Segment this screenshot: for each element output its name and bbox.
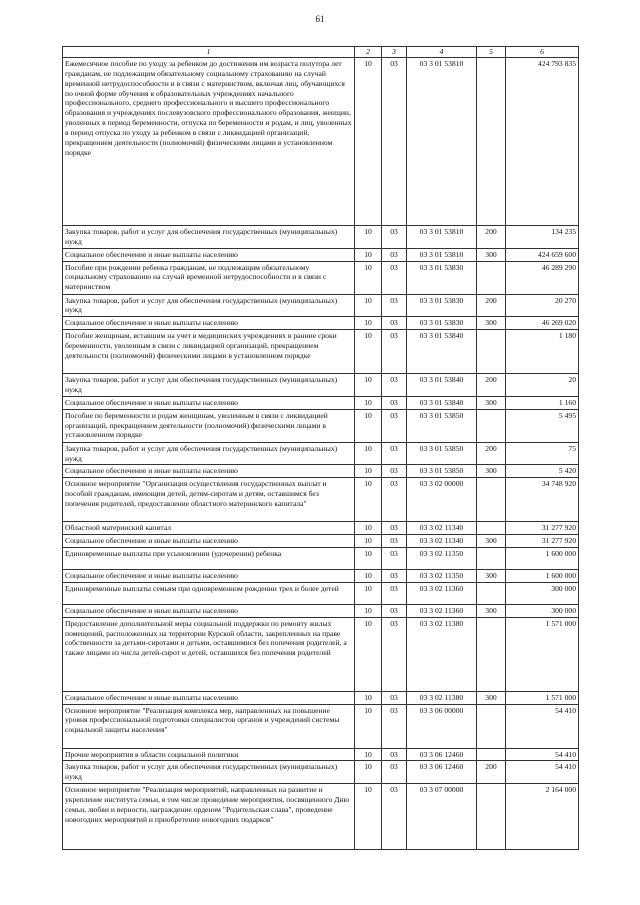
cell-target-article: 03 3 02 00000 [407, 478, 477, 522]
cell-name: Предоставление дополнительной меры социальной поддержки по ремонту жилых помещений, расположенных на территории Курской области, закрепленных на праве собственности за детьми-сиротами и детьми, оставшимися без попечения родителей, а также лицами из числа детей-сирот и детей, оставшихся без попечения родителей [63, 617, 355, 691]
table-row [63, 522, 579, 535]
cell-section: 10 [355, 761, 382, 784]
cell-target-article: 03 3 06 12460 [407, 748, 477, 761]
cell-target-article: 03 3 07 00000 [407, 784, 477, 850]
cell-amount: 75 [506, 442, 579, 465]
cell-amount: 1 160 [506, 396, 579, 409]
table-row [63, 442, 579, 465]
page-number: 61 [315, 14, 325, 24]
table-row [63, 535, 579, 548]
cell-name: Закупка товаров, работ и услуг для обеспечения государственных (муниципальных) нужд [63, 442, 355, 465]
table-row [63, 226, 579, 249]
cell-amount: 424 659 600 [506, 248, 579, 261]
cell-amount: 1 571 000 [506, 617, 579, 691]
table-row [63, 617, 579, 691]
cell-target-article: 03 3 02 11340 [407, 535, 477, 548]
header-col-2: 2 [355, 47, 382, 58]
cell-section: 10 [355, 248, 382, 261]
cell-target-article: 03 3 01 53840 [407, 330, 477, 374]
cell-expense-type [477, 704, 506, 748]
cell-name: Основное мероприятие "Организация осуществления государственных выплат и пособий гражданам, имеющим детей, детям-сиротам и детям, оставшимся без попечения родителей, предоставление областного материнского капитала" [63, 478, 355, 522]
cell-name: Закупка товаров, работ и услуг для обеспечения государственных (муниципальных) нужд [63, 374, 355, 397]
cell-subsection: 03 [382, 748, 407, 761]
cell-name: Единовременные выплаты семьям при одновременном рождении трех и более детей [63, 582, 355, 604]
cell-target-article: 03 3 01 53810 [407, 248, 477, 261]
table-row [63, 761, 579, 784]
cell-name: Пособие женщинам, вставшим на учет в медицинских учреждениях в ранние сроки беременности, уволенным в связи с ликвидацией организаций, прекращением деятельности (полномочий) физическими лицами в установленном порядке [63, 330, 355, 374]
cell-target-article: 03 3 01 53840 [407, 374, 477, 397]
cell-section: 10 [355, 317, 382, 330]
cell-expense-type [477, 330, 506, 374]
cell-subsection: 03 [382, 617, 407, 691]
cell-name: Закупка товаров, работ и услуг для обеспечения государственных (муниципальных) нужд [63, 761, 355, 784]
budget-table [62, 46, 579, 850]
cell-section: 10 [355, 330, 382, 374]
cell-section: 10 [355, 374, 382, 397]
cell-target-article: 03 3 01 53850 [407, 409, 477, 442]
cell-section: 10 [355, 58, 382, 226]
table-row [63, 261, 579, 294]
cell-target-article: 03 3 01 53840 [407, 396, 477, 409]
cell-amount: 46 289 290 [506, 261, 579, 294]
cell-target-article: 03 3 02 11350 [407, 548, 477, 570]
cell-expense-type [477, 617, 506, 691]
cell-subsection: 03 [382, 604, 407, 617]
cell-expense-type: 300 [477, 465, 506, 478]
cell-expense-type: 200 [477, 374, 506, 397]
cell-target-article: 03 3 01 53830 [407, 317, 477, 330]
cell-section: 10 [355, 548, 382, 570]
cell-subsection: 03 [382, 442, 407, 465]
table-row [63, 330, 579, 374]
cell-expense-type [477, 522, 506, 535]
cell-name: Единовременные выплаты при усыновлении (удочерении) ребенка [63, 548, 355, 570]
cell-expense-type [477, 582, 506, 604]
cell-subsection: 03 [382, 226, 407, 249]
cell-expense-type: 300 [477, 317, 506, 330]
cell-target-article: 03 3 02 11360 [407, 604, 477, 617]
table-body [63, 58, 579, 850]
cell-target-article: 03 3 02 11380 [407, 691, 477, 704]
cell-amount: 134 235 [506, 226, 579, 249]
cell-subsection: 03 [382, 704, 407, 748]
cell-section: 10 [355, 478, 382, 522]
cell-expense-type [477, 548, 506, 570]
cell-section: 10 [355, 409, 382, 442]
cell-target-article: 03 3 01 53810 [407, 58, 477, 226]
cell-subsection: 03 [382, 582, 407, 604]
cell-amount: 300 000 [506, 582, 579, 604]
cell-amount: 54 410 [506, 704, 579, 748]
table-row [63, 691, 579, 704]
cell-expense-type: 200 [477, 442, 506, 465]
table-row [63, 317, 579, 330]
cell-target-article: 03 3 01 53830 [407, 294, 477, 317]
cell-subsection: 03 [382, 317, 407, 330]
cell-amount: 5 495 [506, 409, 579, 442]
cell-subsection: 03 [382, 58, 407, 226]
cell-expense-type: 300 [477, 604, 506, 617]
cell-expense-type [477, 748, 506, 761]
cell-expense-type: 200 [477, 226, 506, 249]
cell-amount: 1 571 000 [506, 691, 579, 704]
cell-subsection: 03 [382, 294, 407, 317]
cell-name: Прочие мероприятия в области социальной политики [63, 748, 355, 761]
cell-amount: 54 410 [506, 761, 579, 784]
cell-amount: 1 600 000 [506, 548, 579, 570]
table-row [63, 409, 579, 442]
cell-amount: 20 [506, 374, 579, 397]
table-row [63, 548, 579, 570]
cell-expense-type: 300 [477, 396, 506, 409]
cell-subsection: 03 [382, 691, 407, 704]
table-row [63, 58, 579, 226]
cell-name: Социальное обеспечение и иные выплаты населению [63, 248, 355, 261]
cell-subsection: 03 [382, 535, 407, 548]
cell-section: 10 [355, 570, 382, 583]
cell-target-article: 03 3 06 00000 [407, 704, 477, 748]
cell-name: Социальное обеспечение и иные выплаты населению [63, 465, 355, 478]
cell-name: Ежемесячное пособие по уходу за ребенком до достижения им возраста полутора лет гражданам, не подлежащим обязательному социальному страхованию на случай временной нетрудоспособности и в связи с материнством, включая лиц, обучающихся по очной форме обучения в образовательных учреждениях начального профессионального, среднего профессионального и высшего профессионального образования и учреждениях послевузовского профессионального образования, женщин, уволенных в период беременности, отпуска по беременности и родам, и лиц, уволенных в период отпуска по уходу за ребенком в связи с ликвидацией организаций, прекращением деятельности (полномочий) физическими лицами в установленном порядке [63, 58, 355, 226]
cell-target-article: 03 3 06 12460 [407, 761, 477, 784]
cell-expense-type: 300 [477, 691, 506, 704]
cell-subsection: 03 [382, 570, 407, 583]
cell-target-article: 03 3 02 11380 [407, 617, 477, 691]
cell-target-article: 03 3 01 53850 [407, 465, 477, 478]
cell-name: Социальное обеспечение и иные выплаты населению [63, 535, 355, 548]
cell-target-article: 03 3 02 11350 [407, 570, 477, 583]
cell-amount: 46 269 020 [506, 317, 579, 330]
cell-subsection: 03 [382, 248, 407, 261]
table-row [63, 704, 579, 748]
cell-target-article: 03 3 02 11340 [407, 522, 477, 535]
table-row [63, 582, 579, 604]
cell-expense-type: 300 [477, 248, 506, 261]
cell-name: Основное мероприятие "Реализация мероприятий, направленных на развитие и укрепление института семьи, в том числе проведение мероприятия, посвященного Дню семьи, любви и верности, награждение орденом "Родительская слава", проведение новогодних мероприятий и приобретение новогодних подарков" [63, 784, 355, 850]
cell-target-article: 03 3 01 53850 [407, 442, 477, 465]
header-col-5: 5 [477, 47, 506, 58]
cell-section: 10 [355, 748, 382, 761]
cell-section: 10 [355, 261, 382, 294]
cell-subsection: 03 [382, 261, 407, 294]
cell-expense-type [477, 784, 506, 850]
cell-amount: 1 180 [506, 330, 579, 374]
cell-amount: 1 600 000 [506, 570, 579, 583]
header-col-4: 4 [407, 47, 477, 58]
cell-section: 10 [355, 604, 382, 617]
cell-amount: 300 000 [506, 604, 579, 617]
cell-section: 10 [355, 691, 382, 704]
cell-name: Социальное обеспечение и иные выплаты населению [63, 317, 355, 330]
cell-expense-type: 300 [477, 535, 506, 548]
cell-amount: 20 270 [506, 294, 579, 317]
table-row [63, 604, 579, 617]
cell-name: Закупка товаров, работ и услуг для обеспечения государственных (муниципальных) нужд [63, 226, 355, 249]
header-col-6: 6 [506, 47, 579, 58]
cell-amount: 424 793 835 [506, 58, 579, 226]
cell-subsection: 03 [382, 465, 407, 478]
cell-subsection: 03 [382, 522, 407, 535]
cell-expense-type [477, 409, 506, 442]
cell-amount: 34 748 920 [506, 478, 579, 522]
table-row [63, 784, 579, 850]
table-row [63, 748, 579, 761]
table-row [63, 570, 579, 583]
cell-section: 10 [355, 535, 382, 548]
cell-amount: 54 410 [506, 748, 579, 761]
cell-expense-type: 200 [477, 761, 506, 784]
cell-section: 10 [355, 465, 382, 478]
cell-amount: 2 164 000 [506, 784, 579, 850]
table-row [63, 396, 579, 409]
cell-expense-type: 300 [477, 570, 506, 583]
cell-name: Социальное обеспечение и иные выплаты населению [63, 570, 355, 583]
cell-target-article: 03 3 01 53810 [407, 226, 477, 249]
table-row [63, 374, 579, 397]
cell-subsection: 03 [382, 396, 407, 409]
cell-section: 10 [355, 442, 382, 465]
cell-target-article: 03 3 01 53830 [407, 261, 477, 294]
cell-name: Основное мероприятие "Реализация комплекса мер, направленных на повышение уровня профессиональной подготовки специалистов органов и учреждений системы социальной защиты населения" [63, 704, 355, 748]
cell-name: Пособие по беременности и родам женщинам, уволенным в связи с ликвидацией организаций, прекращением деятельности (полномочий) физическими лицами в установленном порядке [63, 409, 355, 442]
cell-subsection: 03 [382, 548, 407, 570]
cell-expense-type: 200 [477, 294, 506, 317]
cell-subsection: 03 [382, 478, 407, 522]
cell-section: 10 [355, 582, 382, 604]
cell-amount: 31 277 920 [506, 522, 579, 535]
cell-subsection: 03 [382, 784, 407, 850]
cell-expense-type [477, 261, 506, 294]
table-row [63, 478, 579, 522]
table-header-row [63, 47, 579, 58]
header-col-3: 3 [382, 47, 407, 58]
cell-name: Социальное обеспечение и иные выплаты населению [63, 691, 355, 704]
cell-section: 10 [355, 294, 382, 317]
cell-section: 10 [355, 522, 382, 535]
cell-expense-type [477, 478, 506, 522]
cell-subsection: 03 [382, 761, 407, 784]
cell-amount: 31 277 920 [506, 535, 579, 548]
cell-subsection: 03 [382, 409, 407, 442]
cell-section: 10 [355, 226, 382, 249]
cell-amount: 5 420 [506, 465, 579, 478]
cell-name: Закупка товаров, работ и услуг для обеспечения государственных (муниципальных) нужд [63, 294, 355, 317]
cell-name: Социальное обеспечение и иные выплаты населению [63, 604, 355, 617]
table-row [63, 248, 579, 261]
cell-name: Областной материнский капитал [63, 522, 355, 535]
cell-section: 10 [355, 704, 382, 748]
cell-subsection: 03 [382, 330, 407, 374]
table-row [63, 465, 579, 478]
cell-subsection: 03 [382, 374, 407, 397]
cell-name: Пособие при рождении ребенка гражданам, не подлежащим обязательному социальному страхованию на случай временной нетрудоспособности и в связи с материнством [63, 261, 355, 294]
header-col-1: 1 [63, 47, 355, 58]
cell-section: 10 [355, 396, 382, 409]
cell-target-article: 03 3 02 11360 [407, 582, 477, 604]
cell-name: Социальное обеспечение и иные выплаты населению [63, 396, 355, 409]
table-row [63, 294, 579, 317]
cell-section: 10 [355, 784, 382, 850]
cell-expense-type [477, 58, 506, 226]
cell-section: 10 [355, 617, 382, 691]
